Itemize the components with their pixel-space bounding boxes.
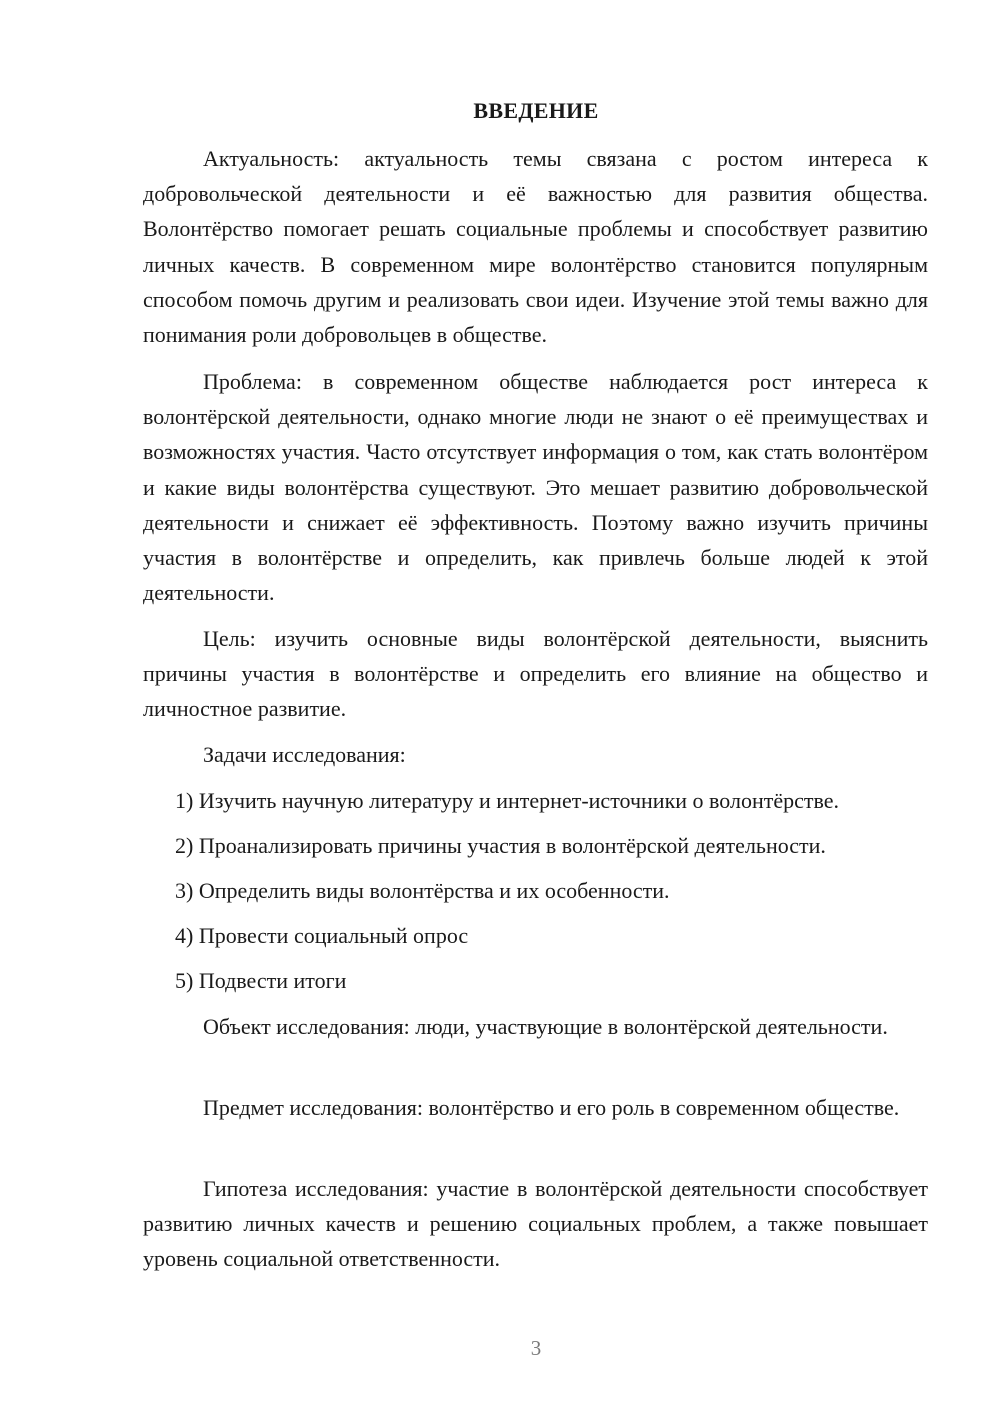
- task-item-5: 5) Подвести итоги: [175, 968, 347, 993]
- paragraph-relevance: Актуальность: актуальность темы связана с ростом интереса к добровольческой деятельности и её важностью для развития общества. Волонтёрство помогает решать социальные проблемы и способствует развитию личных качеств. В современном мире волонтёрство становится популярным способом помочь другим и реализовать свои идеи. Изучение этой темы важно для понимания роли добровольцев в обществе.: [143, 146, 928, 348]
- paragraph-goal: Цель: изучить основные виды волонтёрской деятельности, выяснить причины участия в волонтёрстве и определить его влияние на общество и личностное развитие.: [143, 626, 928, 722]
- task-item-4: 4) Провести социальный опрос: [175, 923, 469, 948]
- page-title: ВВЕДЕНИЕ: [473, 98, 599, 123]
- task-item-3: 3) Определить виды волонтёрства и их особенности.: [175, 878, 670, 903]
- paragraph-object: Объект исследования: люди, участвующие в волонтёрской деятельности.: [203, 1014, 888, 1039]
- paragraph-problem: Проблема: в современном обществе наблюдается рост интереса к волонтёрской деятельности, однако многие люди не знают о её преимуществах и возможностях участия. Часто отсутствует информация о том, как стать волонтёром и какие виды волонтёрства существуют. Это мешает развитию добровольческой деятельности и снижает её эффективность. Поэтому важно изучить причины участия в волонтёрстве и определить, как привлечь больше людей к этой деятельности.: [143, 369, 928, 606]
- task-item-1: 1) Изучить научную литературу и интернет-источники о волонтёрстве.: [175, 788, 840, 813]
- paragraph-hypothesis: Гипотеза исследования: участие в волонтёрской деятельности способствует развитию личных качеств и решению социальных проблем, а также повышает уровень социальной ответственности.: [143, 1176, 928, 1272]
- page-number: 3: [530, 1336, 542, 1360]
- paragraph-subject: Предмет исследования: волонтёрство и его роль в современном обществе.: [203, 1095, 900, 1120]
- tasks-heading: Задачи исследования:: [203, 742, 406, 767]
- task-item-2: 2) Проанализировать причины участия в волонтёрской деятельности.: [175, 833, 826, 858]
